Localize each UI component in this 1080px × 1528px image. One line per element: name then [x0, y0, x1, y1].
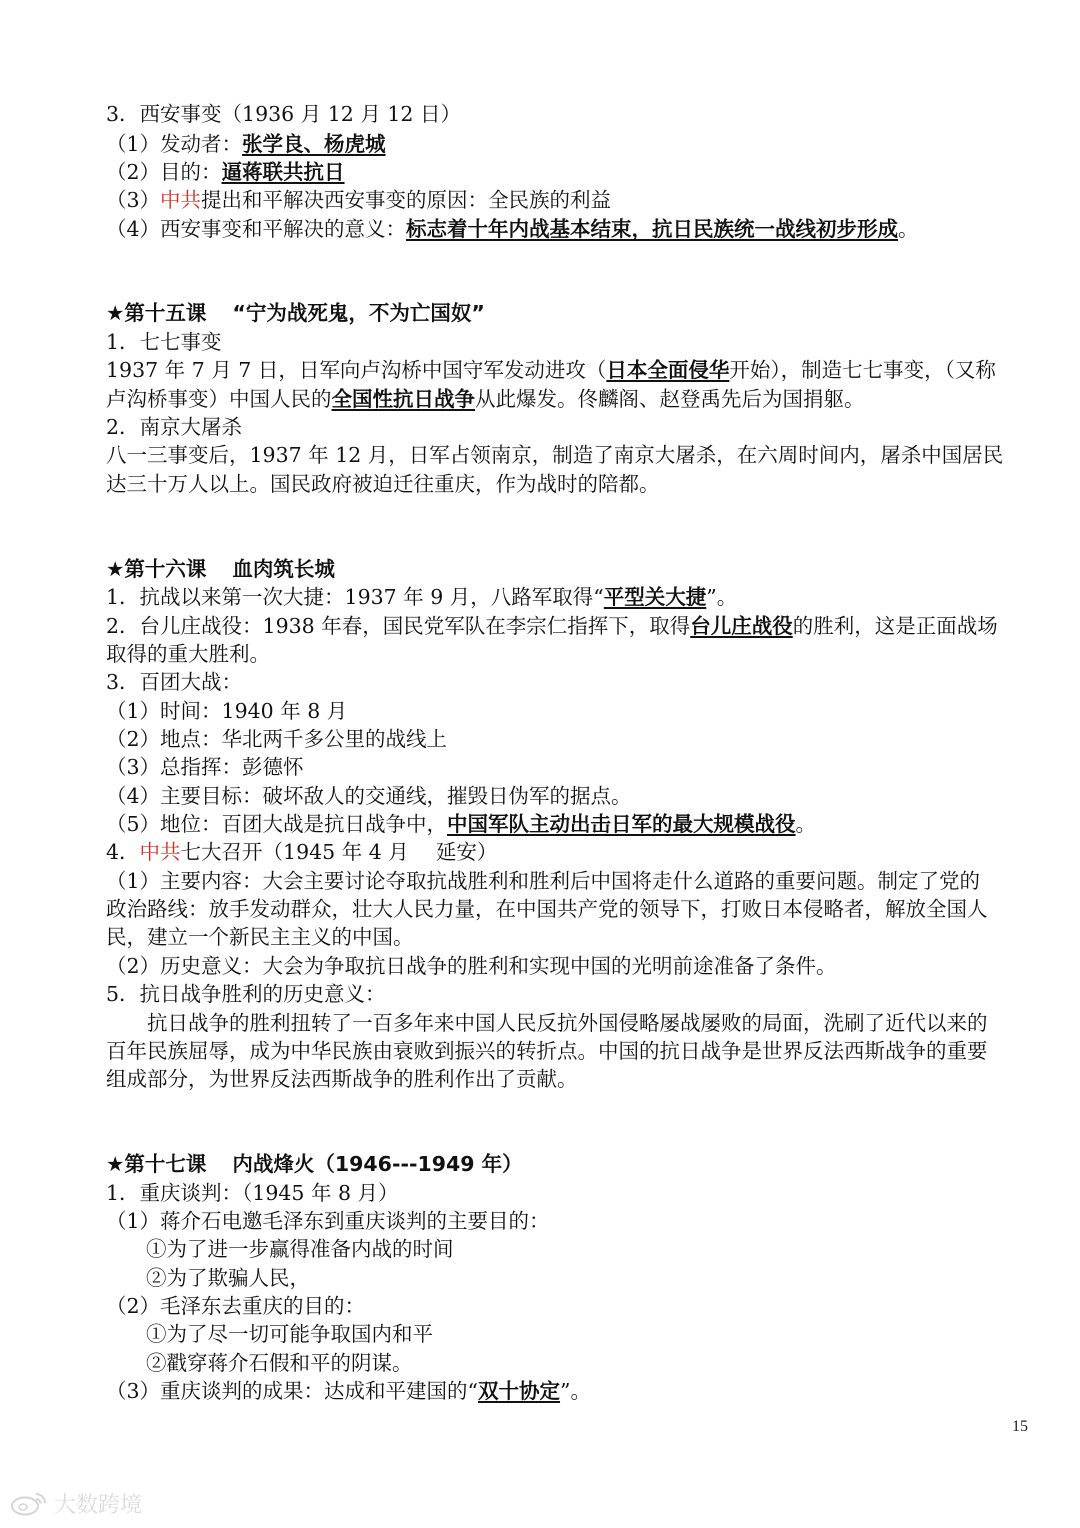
l17-item1-title: 1．重庆谈判：（1945 年 8 月）: [106, 1181, 399, 1205]
key-term: 双十协定: [478, 1379, 561, 1403]
l16-item2-line2: 取得的重大胜利。: [106, 642, 270, 666]
l16-item2-line1: 2．台儿庄战役：1938 年春，国民党军队在李宗仁指挥下，取得台儿庄战役的胜利，这是正面战场: [106, 614, 998, 638]
watermark: [10, 1488, 142, 1518]
xian-initiators: （1）发动者：张学良、杨虎城: [106, 132, 386, 156]
l17-purpose-chiang-a: ①为了进一步赢得准备内战的时间: [146, 1237, 454, 1261]
l16-item4-content-line3: 民，建立一个新民主主义的中国。: [106, 925, 414, 949]
page-number: 15: [1012, 1418, 1028, 1435]
l17-purpose-chiang: （1）蒋介石电邀毛泽东到重庆谈判的主要目的：: [106, 1209, 550, 1233]
l16-item3-time: （1）时间：1940 年 8 月: [106, 699, 348, 723]
l16-item5-line2: 百年民族屈辱，成为中华民族由衰败到振兴的转折点。中国的抗日战争是世界反法西斯战争的重要: [106, 1039, 988, 1063]
l17-purpose-mao-b: ②戳穿蒋介石假和平的阴谋。: [146, 1351, 413, 1375]
l16-item5-line1: 抗日战争的胜利扭转了一百多年来中国人民反抗外国侵略屡战屡败的局面，洗刷了近代以来的: [106, 1011, 988, 1035]
l15-item2-title: 2．南京大屠杀: [106, 415, 243, 439]
lesson-17-heading: ★第十七课 内战烽火（1946---1949 年）: [106, 1152, 523, 1176]
l16-item1: 1．抗战以来第一次大捷：1937 年 9 月，八路军取得“平型关大捷”。: [106, 585, 738, 609]
l16-item3-target: （4）主要目标：破坏敌人的交通线，摧毁日伪军的据点。: [106, 784, 632, 808]
l16-item5-title: 5．抗日战争胜利的历史意义：: [106, 982, 386, 1006]
l17-purpose-mao: （2）毛泽东去重庆的目的：: [106, 1294, 366, 1318]
l16-item4-content-line1: （1）主要内容：大会主要讨论夺取抗战胜利和胜利后中国将走什么道路的重要问题。制定了党的: [106, 869, 981, 893]
weibo-logo-icon: [10, 1490, 50, 1516]
key-term: 中国军队主动出击日军的最大规模战役: [447, 812, 796, 836]
l16-item3-commander: （3）总指挥：彭德怀: [106, 755, 304, 779]
l15-item1-line1: 1937 年 7 月 7 日，日军向卢沟桥中国守军发动进攻（日本全面侵华开始），制造七七事变，（又称: [106, 358, 996, 382]
l15-item1-line2: 卢沟桥事变）中国人民的全国性抗日战争从此爆发。佟麟阁、赵登禹先后为国捐躯。: [106, 387, 865, 411]
l17-purpose-chiang-b: ②为了欺骗人民，: [146, 1266, 310, 1290]
l16-item4-content-line2: 政治路线：放手发动群众，壮大人民力量，在中国共产党的领导下，打败日本侵略者，解放全国人: [106, 897, 988, 921]
key-term: 平型关大捷: [603, 585, 707, 609]
l16-item3-title: 3．百团大战：: [106, 670, 243, 694]
key-term: 台儿庄战役: [690, 614, 793, 638]
lesson-16-heading: ★第十六课 血肉筑长城: [106, 557, 335, 581]
xian-purpose: （2）目的：逼蒋联共抗日: [106, 160, 345, 184]
xian-reason: （3）中共提出和平解决西安事变的原因：全民族的利益: [106, 188, 612, 212]
highlight-ccp: 中共: [139, 840, 181, 864]
l15-item1-title: 1．七七事变: [106, 330, 222, 354]
l16-item3-status: （5）地位：百团大战是抗日战争中，中国军队主动出击日军的最大规模战役。: [106, 812, 817, 836]
l16-item3-place: （2）地点：华北两千多公里的战线上: [106, 727, 448, 751]
xian-significance: （4）西安事变和平解决的意义：标志着十年内战基本结束，抗日民族统一战线初步形成。: [106, 217, 919, 241]
l16-item5-line3: 组成部分，为世界反法西斯战争的胜利作出了贡献。: [106, 1067, 578, 1091]
key-term: 张学良、杨虎城: [242, 132, 386, 156]
key-term: 全国性抗日战争: [331, 387, 475, 411]
l15-item2-line1: 八一三事变后，1937 年 12 月，日军占领南京，制造了南京大屠杀，在六周时间内，屠杀中国居民: [106, 443, 1004, 467]
watermark-text: 大数跨境: [54, 1492, 143, 1518]
l15-item2-line2: 达三十万人以上。国民政府被迫迁往重庆，作为战时的陪都。: [106, 472, 660, 496]
l17-purpose-mao-a: ①为了尽一切可能争取国内和平: [146, 1322, 433, 1346]
l16-item4-title: 4．中共七大召开（1945 年 4 月 延安）: [106, 840, 498, 864]
highlight-ccp: 中共: [160, 188, 202, 212]
key-term: 逼蒋联共抗日: [221, 160, 345, 184]
l16-item4-significance: （2）历史意义：大会为争取抗日战争的胜利和实现中国的光明前途准备了条件。: [106, 954, 837, 978]
xian-incident-title: 3．西安事变（1936 月 12 月 12 日）: [106, 102, 461, 126]
l17-result: （3）重庆谈判的成果：达成和平建国的“双十协定”。: [106, 1379, 592, 1403]
key-term: 日本全面侵华: [606, 358, 730, 382]
key-term: 标志着十年内战基本结束，抗日民族统一战线初步形成: [406, 217, 899, 241]
lesson-15-heading: ★第十五课 “宁为战死鬼，不为亡国奴”: [106, 301, 485, 325]
